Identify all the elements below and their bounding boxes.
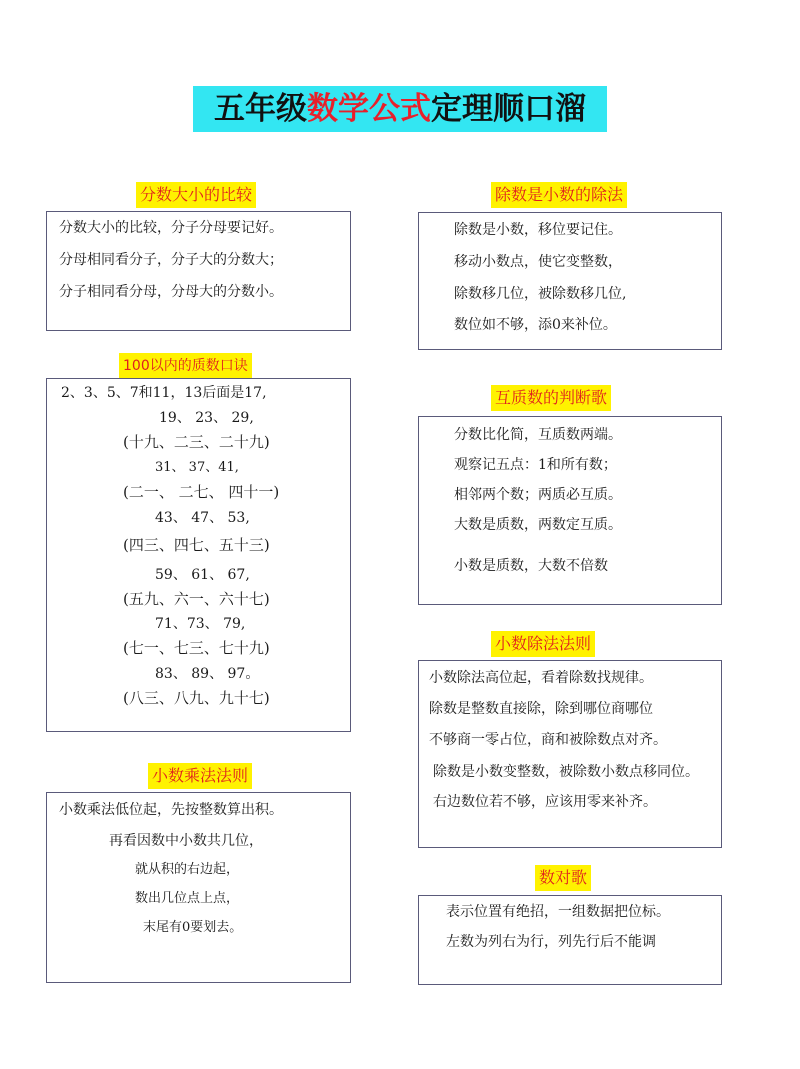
decmul-line-2: 再看因数中小数共几位， — [109, 833, 263, 849]
decdiv-line-4: 除数是小数变整数，被除数小数点移同位。 — [433, 764, 699, 780]
decmul-line-5: 末尾有0要划去。 — [143, 920, 243, 935]
divisor-line-2: 移动小数点，使它变整数， — [454, 254, 622, 270]
fraction-line-3: 分子相同看分母，分母大的分数小。 — [59, 284, 283, 300]
coprime-line-3: 相邻两个数；两质必互质。 — [454, 487, 622, 503]
primes-line-1: 2、3、5、7和11，13后面是17, — [61, 385, 267, 401]
primes-line-5: (二一、 二七、 四十一) — [123, 483, 280, 501]
section-label-fraction: 分数大小的比较 — [136, 182, 256, 208]
title-part-1: 五年级 — [214, 91, 307, 127]
section-box-pair — [418, 895, 722, 985]
decmul-line-4: 数出几位点上点， — [135, 891, 240, 906]
decmul-line-3: 就从积的右边起， — [135, 862, 240, 877]
pair-line-1: 表示位置有绝招，一组数据把位标。 — [446, 904, 670, 920]
primes-line-8: 59、 61、 67, — [155, 567, 250, 583]
section-box-decmul — [46, 792, 351, 983]
section-label-divisor: 除数是小数的除法 — [491, 182, 627, 208]
coprime-line-4: 大数是质数，两数定互质。 — [454, 517, 622, 533]
fraction-line-1: 分数大小的比较，分子分母要记好。 — [59, 220, 283, 236]
fraction-line-2: 分母相同看分子，分子大的分数大； — [59, 252, 283, 268]
primes-line-13: (八三、八九、九十七) — [123, 689, 270, 707]
decdiv-line-3: 不够商一零占位，商和被除数点对齐。 — [429, 732, 667, 748]
divisor-line-1: 除数是小数，移位要记住。 — [454, 222, 622, 238]
section-box-decdiv — [418, 660, 722, 848]
page-title — [193, 86, 607, 132]
section-label-primes: 100以内的质数口诀 — [119, 353, 252, 379]
title-part-2: 数学公式 — [307, 91, 431, 127]
section-box-divisor — [418, 212, 722, 350]
primes-line-9: (五九、六一、六十七) — [123, 590, 270, 608]
section-label-pair: 数对歌 — [535, 865, 591, 891]
decdiv-line-1: 小数除法高位起，看着除数找规律。 — [429, 670, 653, 686]
primes-line-10: 71、73、 79, — [155, 616, 246, 632]
primes-line-11: (七一、七三、七十九) — [123, 639, 270, 657]
section-label-decmul: 小数乘法法则 — [148, 763, 252, 789]
section-box-primes — [46, 378, 351, 732]
primes-line-7: (四三、四七、五十三) — [123, 536, 270, 554]
section-label-decdiv: 小数除法法则 — [491, 631, 595, 657]
divisor-line-4: 数位如不够，添0来补位。 — [454, 317, 617, 333]
divisor-line-3: 除数移几位，被除数移几位, — [454, 286, 627, 302]
primes-line-3: (十九、二三、二十九) — [123, 433, 270, 451]
primes-line-2: 19、 23、 29, — [159, 410, 254, 426]
section-box-coprime — [418, 416, 722, 605]
pair-line-2: 左数为列右为行，列先行后不能调 — [446, 934, 656, 950]
decdiv-line-5: 右边数位若不够，应该用零来补齐。 — [433, 794, 657, 810]
section-label-coprime: 互质数的判断歌 — [491, 385, 611, 411]
coprime-line-1: 分数比化简，互质数两端。 — [454, 427, 622, 443]
coprime-line-2: 观察记五点：1和所有数； — [454, 457, 617, 473]
primes-line-12: 83、 89、 97。 — [155, 666, 260, 682]
coprime-line-5: 小数是质数，大数不倍数 — [454, 558, 608, 574]
title-part-3: 定理顺口溜 — [431, 91, 586, 127]
primes-line-6: 43、 47、 53, — [155, 510, 250, 526]
decdiv-line-2: 除数是整数直接除，除到哪位商哪位 — [429, 701, 653, 717]
primes-line-4: 31、 37、41, — [155, 460, 239, 475]
decmul-line-1: 小数乘法低位起，先按整数算出积。 — [59, 802, 283, 818]
section-box-fraction — [46, 211, 351, 331]
